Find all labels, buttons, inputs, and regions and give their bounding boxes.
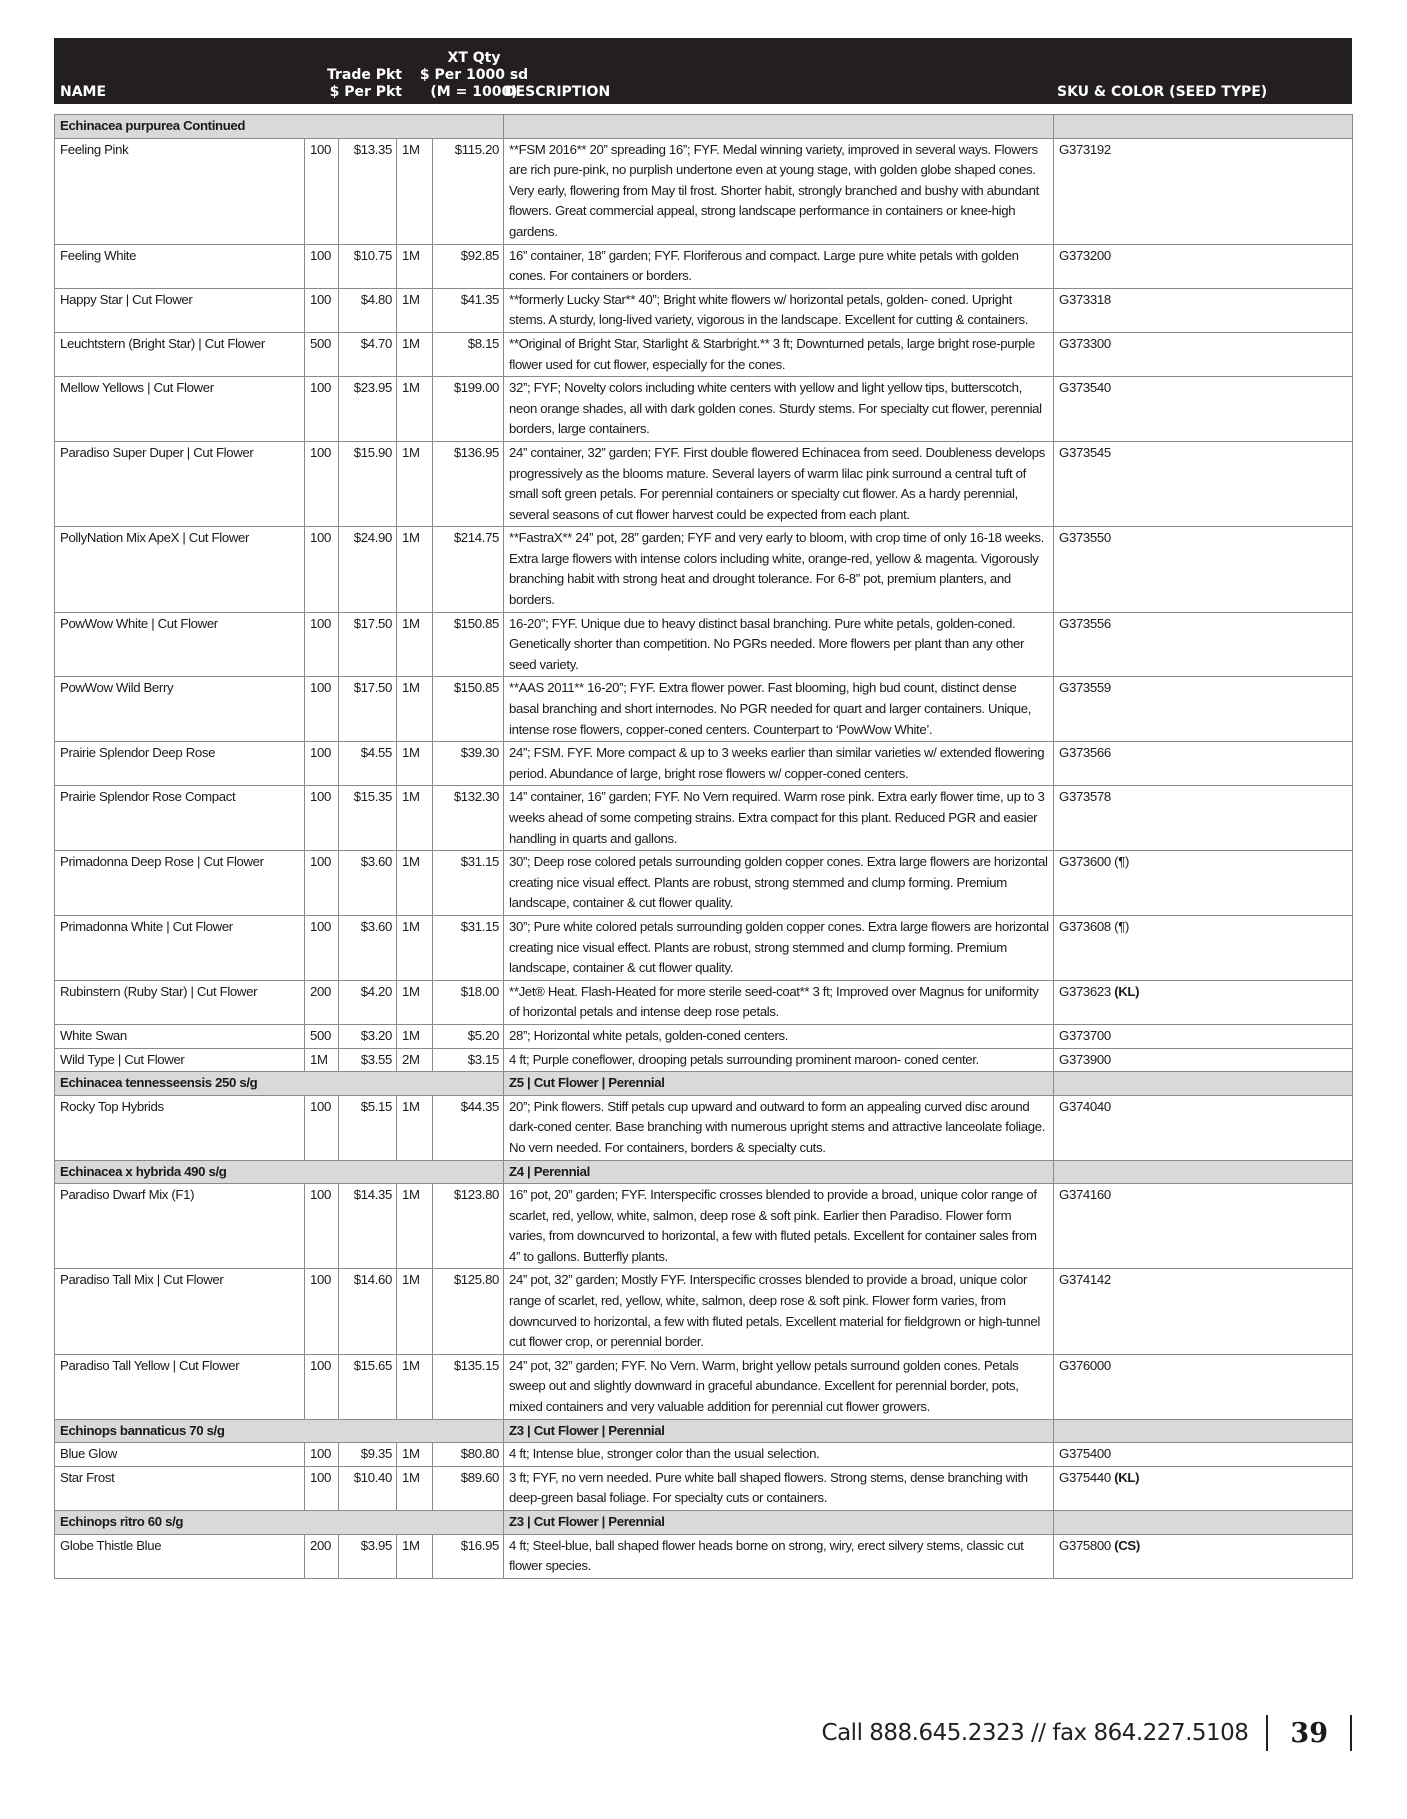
trade-pkt-qty: 100	[305, 1466, 339, 1510]
sku-color	[1054, 441, 1353, 526]
sku-code: G374142	[1059, 1272, 1111, 1288]
description: 24” pot, 32” garden; FYF. No Vern. Warm, bright yellow petals surround golden cones. Petals sweep out and slightly downward in graceful abundance. Excellent for perennial border, pots, mixed containers and very valuable addition for perennial cut flower growers.	[504, 1354, 1054, 1419]
xt-qty: 1M	[397, 441, 433, 526]
sku-color	[1054, 612, 1353, 677]
price-per-pkt: $17.50	[339, 612, 397, 677]
description: 3 ft; FYF, no vern needed. Pure white ball shaped flowers. Strong stems, dense branching with deep-green basal foliage. For specialty cuts or containers.	[504, 1466, 1054, 1510]
variety-name: Wild Type | Cut Flower	[55, 1048, 305, 1072]
variety-name: Leuchtstern (Bright Star) | Cut Flower	[55, 332, 305, 376]
table-row	[55, 851, 1353, 916]
table-row	[55, 1354, 1353, 1419]
trade-pkt-qty: 1M	[305, 1048, 339, 1072]
price-per-1000: $80.80	[433, 1443, 504, 1467]
trade-pkt-qty: 100	[305, 1354, 339, 1419]
price-per-pkt: $4.80	[339, 288, 397, 332]
price-per-pkt: $3.60	[339, 851, 397, 916]
header-xt-line2: $ Per 1000 sd	[419, 67, 529, 83]
variety-name: Paradiso Tall Yellow | Cut Flower	[55, 1354, 305, 1419]
variety-name: Feeling White	[55, 244, 305, 288]
xt-qty: 1M	[397, 786, 433, 851]
trade-pkt-qty: 100	[305, 612, 339, 677]
sku-code: G374160	[1059, 1187, 1111, 1203]
xt-qty: 1M	[397, 677, 433, 742]
trade-pkt-qty: 100	[305, 1095, 339, 1160]
description: 16” pot, 20” garden; FYF. Interspecific crosses blended to provide a broad, unique color range of scarlet, red, yellow, white, salmon, deep rose & soft pink. Earlier then Paradiso. Flower form varies, from downcurved to horizontal, a few with fluted petals. Excellent for container sales from 4” to gallons. Butterfly plants.	[504, 1184, 1054, 1269]
header-sku: SKU & COLOR (SEED TYPE)	[1057, 84, 1268, 100]
sku-color	[1054, 1024, 1353, 1048]
table-row	[55, 980, 1353, 1024]
description: 30”; Deep rose colored petals surrounding golden copper cones. Extra large flowers are horizontal creating nice visual effect. Plants are robust, strong stemmed and clump forming. Premium landscape, container & cut flower quality.	[504, 851, 1054, 916]
table-row	[55, 377, 1353, 442]
header-name: NAME	[60, 84, 107, 100]
price-per-1000: $135.15	[433, 1354, 504, 1419]
xt-qty: 1M	[397, 915, 433, 980]
section-header	[55, 115, 1353, 139]
variety-name: Rubinstern (Ruby Star) | Cut Flower	[55, 980, 305, 1024]
sku-code: G375400	[1059, 1446, 1111, 1462]
section-title: Echinacea purpurea Continued	[55, 115, 504, 139]
table-row	[55, 915, 1353, 980]
trade-pkt-qty: 500	[305, 332, 339, 376]
table-row	[55, 1466, 1353, 1510]
xt-qty: 1M	[397, 1466, 433, 1510]
sku-color	[1054, 527, 1353, 612]
price-per-pkt: $15.35	[339, 786, 397, 851]
sku-color	[1054, 138, 1353, 244]
trade-pkt-qty: 200	[305, 980, 339, 1024]
xt-qty: 1M	[397, 1443, 433, 1467]
table-row	[55, 1443, 1353, 1467]
header-description: DESCRIPTION	[504, 84, 611, 100]
section-header	[55, 1072, 1353, 1096]
trade-pkt-qty: 100	[305, 742, 339, 786]
section-title: Echinops ritro 60 s/g	[55, 1511, 504, 1535]
description: **FastraX** 24” pot, 28” garden; FYF and very early to bloom, with crop time of only 16-18 weeks. Extra large flowers with intense colors including white, orange-red, yellow & magenta. Vigorously branching habit with strong heat and drought tolerance. For 6-8” pot, premium planters, and borders.	[504, 527, 1054, 612]
sku-color	[1054, 1269, 1353, 1354]
price-per-pkt: $17.50	[339, 677, 397, 742]
table-row	[55, 1534, 1353, 1578]
sku-code: G373540	[1059, 380, 1111, 396]
description: 4 ft; Intense blue, stronger color than the usual selection.	[504, 1443, 1054, 1467]
price-per-1000: $18.00	[433, 980, 504, 1024]
xt-qty: 1M	[397, 1269, 433, 1354]
price-per-1000: $31.15	[433, 915, 504, 980]
sku-color	[1054, 677, 1353, 742]
description: 20”; Pink flowers. Stiff petals cup upward and outward to form an appealing curved disc around dark-coned center. Base branching with numerous upright stems and attractive lanceolate foliage. No vern needed. For containers, borders & specialty cuts.	[504, 1095, 1054, 1160]
description: **Jet® Heat. Flash-Heated for more sterile seed-coat** 3 ft; Improved over Magnus for uniformity of horizontal petals and intense deep rose petals.	[504, 980, 1054, 1024]
section-zone	[504, 115, 1054, 139]
sku-color	[1054, 1443, 1353, 1467]
description: 30”; Pure white colored petals surrounding golden copper cones. Extra large flowers are horizontal creating nice visual effect. Plants are robust, strong stemmed and clump forming. Premium landscape, container & cut flower quality.	[504, 915, 1054, 980]
price-per-pkt: $3.20	[339, 1024, 397, 1048]
section-sku-blank	[1054, 1511, 1353, 1535]
sku-code: G373600 (¶)	[1059, 854, 1129, 870]
table-row	[55, 1048, 1353, 1072]
trade-pkt-qty: 100	[305, 677, 339, 742]
variety-name: White Swan	[55, 1024, 305, 1048]
price-per-pkt: $15.90	[339, 441, 397, 526]
xt-qty: 2M	[397, 1048, 433, 1072]
trade-pkt-qty: 500	[305, 1024, 339, 1048]
sku-code: G373550	[1059, 530, 1111, 546]
sku-color	[1054, 1184, 1353, 1269]
table-row	[55, 1095, 1353, 1160]
header-trade-line2: $ Per Pkt	[329, 84, 402, 100]
table-row	[55, 1184, 1353, 1269]
description: 28”; Horizontal white petals, golden-coned centers.	[504, 1024, 1054, 1048]
price-per-pkt: $3.60	[339, 915, 397, 980]
price-per-1000: $214.75	[433, 527, 504, 612]
price-per-pkt: $24.90	[339, 527, 397, 612]
description: 24”; FSM. FYF. More compact & up to 3 weeks earlier than similar varieties w/ extended flowering period. Abundance of large, bright rose flowers w/ copper-coned centers.	[504, 742, 1054, 786]
footer-divider-right	[1350, 1715, 1352, 1751]
xt-qty: 1M	[397, 377, 433, 442]
price-per-1000: $132.30	[433, 786, 504, 851]
xt-qty: 1M	[397, 332, 433, 376]
sku-code: G375440	[1059, 1469, 1111, 1485]
variety-name: Rocky Top Hybrids	[55, 1095, 305, 1160]
price-per-pkt: $13.35	[339, 138, 397, 244]
variety-name: PollyNation Mix ApeX | Cut Flower	[55, 527, 305, 612]
sku-code: G373578	[1059, 789, 1111, 805]
sku-code: G373545	[1059, 444, 1111, 460]
xt-qty: 1M	[397, 1024, 433, 1048]
sku-color	[1054, 1534, 1353, 1578]
table-row	[55, 244, 1353, 288]
variety-name: Primadonna White | Cut Flower	[55, 915, 305, 980]
description: **AAS 2011** 16-20”; FYF. Extra flower power. Fast blooming, high bud count, distinct dense basal branching and short internodes. No PGR needed for quart and larger containers. Unique, intense rose flowers, copper-coned centers. Counterpart to ‘PowWow White’.	[504, 677, 1054, 742]
xt-qty: 1M	[397, 851, 433, 916]
table-row	[55, 332, 1353, 376]
xt-qty: 1M	[397, 1534, 433, 1578]
variety-name: Happy Star | Cut Flower	[55, 288, 305, 332]
sku-color	[1054, 377, 1353, 442]
sku-color	[1054, 1048, 1353, 1072]
description: 14” container, 16” garden; FYF. No Vern required. Warm rose pink. Extra early flower time, up to 3 weeks ahead of some competing strains. Extra compact for this plant. Reduced PGR and easier handling in quarts and gallons.	[504, 786, 1054, 851]
sku-color	[1054, 332, 1353, 376]
section-header	[55, 1160, 1353, 1184]
contact-info: Call 888.645.2323 // fax 864.227.5108	[821, 1720, 1249, 1746]
sku-code: G373300	[1059, 335, 1111, 351]
table-row	[55, 786, 1353, 851]
price-per-1000: $89.60	[433, 1466, 504, 1510]
seed-type: (KL)	[1114, 1469, 1140, 1485]
description: 4 ft; Purple coneflower, drooping petals surrounding prominent maroon- coned center.	[504, 1048, 1054, 1072]
price-per-pkt: $14.60	[339, 1269, 397, 1354]
variety-name: Paradiso Dwarf Mix (F1)	[55, 1184, 305, 1269]
price-per-1000: $5.20	[433, 1024, 504, 1048]
section-title: Echinops bannaticus 70 s/g	[55, 1419, 504, 1443]
trade-pkt-qty: 100	[305, 441, 339, 526]
description: 16” container, 18” garden; FYF. Floriferous and compact. Large pure white petals with golden cones. For containers or borders.	[504, 244, 1054, 288]
section-sku-blank	[1054, 1160, 1353, 1184]
section-zone: Z3 | Cut Flower | Perennial	[504, 1511, 1054, 1535]
xt-qty: 1M	[397, 742, 433, 786]
header-trade-line1: Trade Pkt	[326, 67, 402, 83]
trade-pkt-qty: 100	[305, 244, 339, 288]
header-xt-line3: (M = 1000)	[430, 84, 518, 100]
section-sku-blank	[1054, 1072, 1353, 1096]
trade-pkt-qty: 100	[305, 915, 339, 980]
description: 24” container, 32” garden; FYF. First double flowered Echinacea from seed. Doubleness develops progressively as the blooms mature. Several layers of warm lilac pink surround a central tuft of small soft green petals. For perennial containers or specialty cut flower. As a hardy perennial, several seasons of cut flower harvest could be expected from each plant.	[504, 441, 1054, 526]
price-per-1000: $136.95	[433, 441, 504, 526]
section-zone: Z4 | Perennial	[504, 1160, 1054, 1184]
table-row	[55, 612, 1353, 677]
page-footer	[822, 1712, 1352, 1754]
trade-pkt-qty: 100	[305, 851, 339, 916]
trade-pkt-qty: 100	[305, 1184, 339, 1269]
table-row	[55, 677, 1353, 742]
trade-pkt-qty: 100	[305, 138, 339, 244]
price-per-pkt: $23.95	[339, 377, 397, 442]
sku-code: G375800	[1059, 1537, 1111, 1553]
section-zone: Z3 | Cut Flower | Perennial	[504, 1419, 1054, 1443]
sku-code: G373900	[1059, 1051, 1111, 1067]
sku-code: G373608 (¶)	[1059, 918, 1129, 934]
price-per-1000: $92.85	[433, 244, 504, 288]
table-row	[55, 742, 1353, 786]
price-per-1000: $31.15	[433, 851, 504, 916]
section-sku-blank	[1054, 115, 1353, 139]
trade-pkt-qty: 100	[305, 377, 339, 442]
price-per-pkt: $10.75	[339, 244, 397, 288]
section-zone: Z5 | Cut Flower | Perennial	[504, 1072, 1054, 1096]
price-per-pkt: $4.20	[339, 980, 397, 1024]
trade-pkt-qty: 100	[305, 786, 339, 851]
xt-qty: 1M	[397, 1354, 433, 1419]
price-per-1000: $150.85	[433, 612, 504, 677]
sku-code: G373623	[1059, 983, 1111, 999]
catalog-body	[55, 115, 1353, 1579]
table-row	[55, 527, 1353, 612]
sku-code: G373556	[1059, 615, 1111, 631]
price-per-1000: $115.20	[433, 138, 504, 244]
section-title: Echinacea tennesseensis 250 s/g	[55, 1072, 504, 1096]
price-per-pkt: $5.15	[339, 1095, 397, 1160]
seed-type: (KL)	[1114, 983, 1140, 999]
sku-color	[1054, 786, 1353, 851]
variety-name: Star Frost	[55, 1466, 305, 1510]
variety-name: Globe Thistle Blue	[55, 1534, 305, 1578]
section-sku-blank	[1054, 1419, 1353, 1443]
price-per-pkt: $14.35	[339, 1184, 397, 1269]
section-title: Echinacea x hybrida 490 s/g	[55, 1160, 504, 1184]
xt-qty: 1M	[397, 612, 433, 677]
variety-name: Primadonna Deep Rose | Cut Flower	[55, 851, 305, 916]
description: 16-20”; FYF. Unique due to heavy distinct basal branching. Pure white petals, golden-coned. Genetically shorter than competition. No PGRs needed. More flowers per plant than any other seed variety.	[504, 612, 1054, 677]
header-xt-line1: XT Qty	[447, 50, 501, 66]
description: **formerly Lucky Star** 40”; Bright white flowers w/ horizontal petals, golden- coned. Upright stems. A sturdy, long-lived variety, vigorous in the landscape. Excellent for cutting & containers.	[504, 288, 1054, 332]
sku-code: G373559	[1059, 680, 1111, 696]
table-row	[55, 1269, 1353, 1354]
price-per-pkt: $3.55	[339, 1048, 397, 1072]
description: 32”; FYF; Novelty colors including white centers with yellow and light yellow tips, butterscotch, neon orange shades, all with dark golden cones. Sturdy stems. For specialty cut flower, perennial borders, large containers.	[504, 377, 1054, 442]
sku-code: G374040	[1059, 1098, 1111, 1114]
price-per-1000: $41.35	[433, 288, 504, 332]
price-per-pkt: $4.70	[339, 332, 397, 376]
variety-name: Paradiso Super Duper | Cut Flower	[55, 441, 305, 526]
sku-code: G373200	[1059, 247, 1111, 263]
sku-color	[1054, 915, 1353, 980]
sku-code: G373566	[1059, 745, 1111, 761]
price-per-1000: $123.80	[433, 1184, 504, 1269]
description: **Original of Bright Star, Starlight & Starbright.** 3 ft; Downturned petals, large bright rose-purple flower used for cut flower, especially for the cones.	[504, 332, 1054, 376]
variety-name: Blue Glow	[55, 1443, 305, 1467]
price-per-pkt: $3.95	[339, 1534, 397, 1578]
variety-name: Mellow Yellows | Cut Flower	[55, 377, 305, 442]
sku-color	[1054, 288, 1353, 332]
price-per-1000: $16.95	[433, 1534, 504, 1578]
description: 4 ft; Steel-blue, ball shaped flower heads borne on strong, wiry, erect silvery stems, classic cut flower species.	[504, 1534, 1054, 1578]
price-per-pkt: $4.55	[339, 742, 397, 786]
price-per-1000: $150.85	[433, 677, 504, 742]
section-header	[55, 1419, 1353, 1443]
variety-name: Paradiso Tall Mix | Cut Flower	[55, 1269, 305, 1354]
sku-code: G373700	[1059, 1027, 1111, 1043]
price-per-pkt: $15.65	[339, 1354, 397, 1419]
sku-color	[1054, 1095, 1353, 1160]
table-row	[55, 441, 1353, 526]
price-per-pkt: $10.40	[339, 1466, 397, 1510]
sku-code: G373192	[1059, 141, 1111, 157]
trade-pkt-qty: 100	[305, 1443, 339, 1467]
trade-pkt-qty: 200	[305, 1534, 339, 1578]
page-number: 39	[1290, 1717, 1328, 1749]
variety-name: PowWow White | Cut Flower	[55, 612, 305, 677]
trade-pkt-qty: 100	[305, 288, 339, 332]
seed-type: (CS)	[1114, 1537, 1140, 1553]
sku-color	[1054, 244, 1353, 288]
price-per-1000: $199.00	[433, 377, 504, 442]
xt-qty: 1M	[397, 527, 433, 612]
catalog-table	[54, 114, 1353, 1579]
sku-code: G373318	[1059, 291, 1111, 307]
xt-qty: 1M	[397, 980, 433, 1024]
catalog-page	[54, 38, 1352, 1579]
xt-qty: 1M	[397, 138, 433, 244]
trade-pkt-qty: 100	[305, 527, 339, 612]
description: 24” pot, 32” garden; Mostly FYF. Interspecific crosses blended to provide a broad, unique color range of scarlet, red, yellow, white, salmon, deep rose & soft pink. Flower form varies, from downcurved to horizontal, a few with fluted petals. Excellent material for fieldgrown or high-tunnel cut flower crop, or perennial border.	[504, 1269, 1054, 1354]
sku-color	[1054, 742, 1353, 786]
price-per-1000: $3.15	[433, 1048, 504, 1072]
sku-color	[1054, 1466, 1353, 1510]
variety-name: Prairie Splendor Rose Compact	[55, 786, 305, 851]
table-row	[55, 1024, 1353, 1048]
xt-qty: 1M	[397, 288, 433, 332]
sku-color	[1054, 1354, 1353, 1419]
variety-name: Prairie Splendor Deep Rose	[55, 742, 305, 786]
xt-qty: 1M	[397, 1184, 433, 1269]
sku-code: G376000	[1059, 1357, 1111, 1373]
table-header-bar	[54, 38, 1352, 104]
price-per-1000: $8.15	[433, 332, 504, 376]
sku-color	[1054, 851, 1353, 916]
table-row	[55, 288, 1353, 332]
variety-name: PowWow Wild Berry	[55, 677, 305, 742]
price-per-pkt: $9.35	[339, 1443, 397, 1467]
price-per-1000: $44.35	[433, 1095, 504, 1160]
sku-color	[1054, 980, 1353, 1024]
price-per-1000: $125.80	[433, 1269, 504, 1354]
xt-qty: 1M	[397, 1095, 433, 1160]
xt-qty: 1M	[397, 244, 433, 288]
description: **FSM 2016** 20” spreading 16”; FYF. Medal winning variety, improved in several ways. Flowers are rich pure-pink, no purplish undertone even at young stage, with golden globe shaped cones. Very early, flowering from May til frost. Shorter habit, strongly branched and bushy with abundant flowers. Great commercial appeal, strong landscape performance in containers or knee-high gardens.	[504, 138, 1054, 244]
price-per-1000: $39.30	[433, 742, 504, 786]
header-trade-pkt	[302, 67, 402, 101]
variety-name: Feeling Pink	[55, 138, 305, 244]
table-row	[55, 138, 1353, 244]
trade-pkt-qty: 100	[305, 1269, 339, 1354]
section-header	[55, 1511, 1353, 1535]
